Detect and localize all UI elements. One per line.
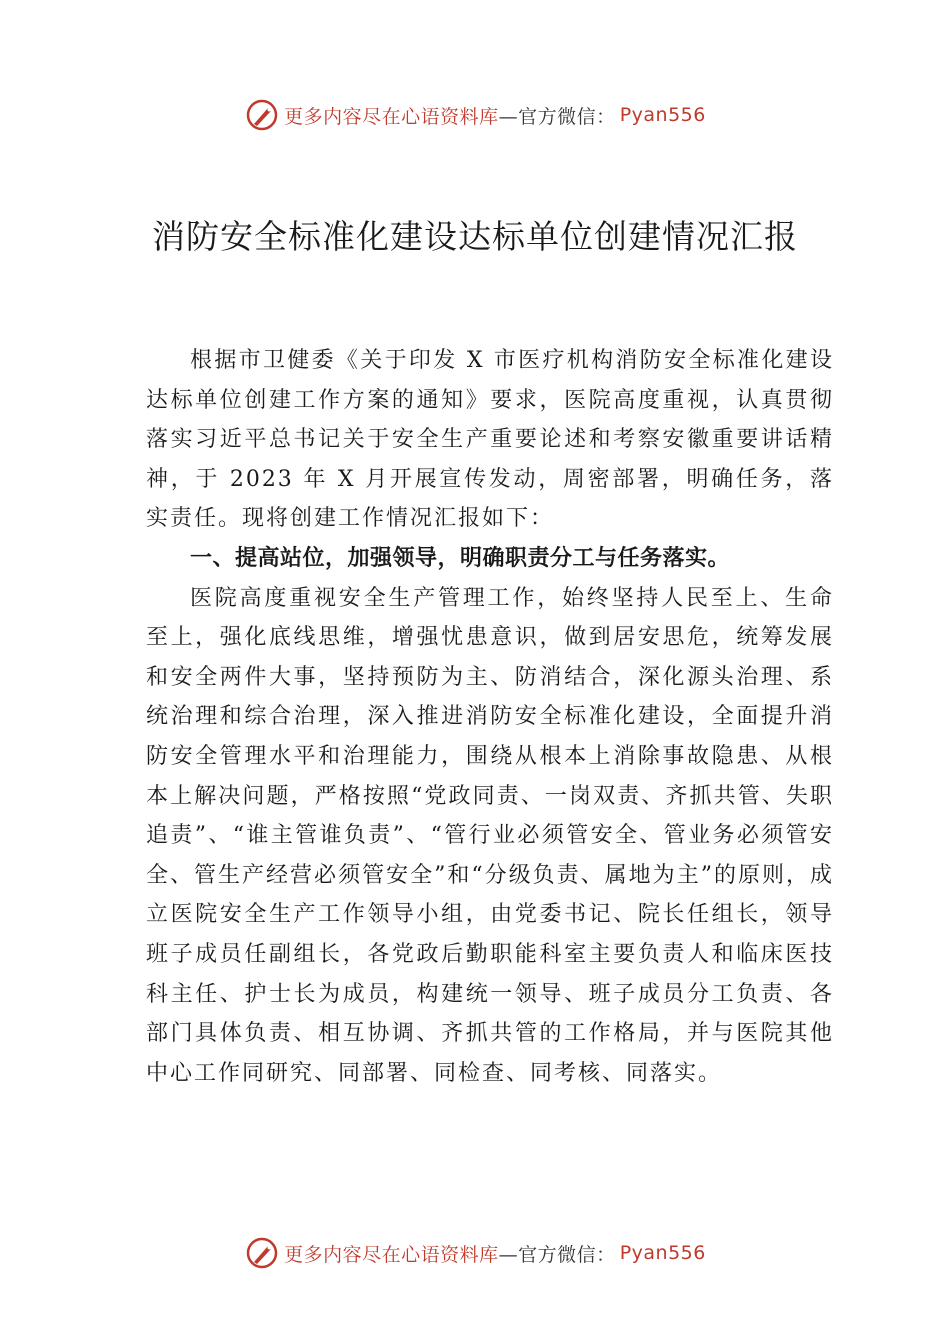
section-1-paragraph: 医院高度重视安全生产管理工作，始终坚持人民至上、生命至上，强化底线思维，增强忧患意识，做到居安思危，统筹发展和安全两件大事，坚持预防为主、防消结合，深化源头治理、系统治理和综合治理，深入推进消防安全标准化建设，全面提升消防安全管理水平和治理能力，围绕从根本上消除事故隐患、从根本上解决问题，严格按照“党政同责、一岗双责、齐抓共管、失职追责”、“谁主管谁负责”、“管行业必须管安全、管业务必须管安全、管生产经营必须管安全”和“分级负责、属地为主”的原则，成立医院安全生产工作领导小组，由党委书记、院长任组长，领导班子成员任副组长，各党政后勤职能科室主要负责人和临床医技科主任、护士长为成员，构建统一领导、班子成员分工负责、各部门具体负责、相互协调、齐抓共管的工作格局，并与医院其他中心工作同研究、同部署、同检查、同考核、同落实。	[146, 585, 834, 1086]
banner-text-library: 更多内容尽在心语资料库	[284, 105, 499, 128]
banner-text-id: Pyan556	[619, 1242, 706, 1264]
banner-text-library: 更多内容尽在心语资料库	[284, 1243, 499, 1266]
pen-nib-seal-icon	[244, 97, 280, 133]
banner-text-wechat: —官方微信：	[498, 1243, 616, 1266]
section-heading-1: 一、提高站位，加强领导，明确职责分工与任务落实。	[190, 545, 731, 571]
banner-text-id: Pyan556	[619, 104, 706, 126]
footer-banner	[0, 1233, 950, 1273]
document-body	[146, 341, 834, 1093]
header-banner	[0, 95, 950, 135]
document-title: 消防安全标准化建设达标单位创建情况汇报	[152, 217, 798, 257]
intro-paragraph: 根据市卫健委《关于印发 X 市医疗机构消防安全标准化建设达标单位创建工作方案的通知》要求，医院高度重视，认真贯彻落实习近平总书记关于安全生产重要论述和考察安徽重要讲话精神，于 2023 年 X 月开展宣传发动，周密部署，明确任务，落实责任。现将创建工作情况汇报如下：	[146, 348, 834, 532]
banner-text-wechat: —官方微信：	[498, 105, 616, 128]
pen-nib-seal-icon	[244, 1235, 280, 1271]
